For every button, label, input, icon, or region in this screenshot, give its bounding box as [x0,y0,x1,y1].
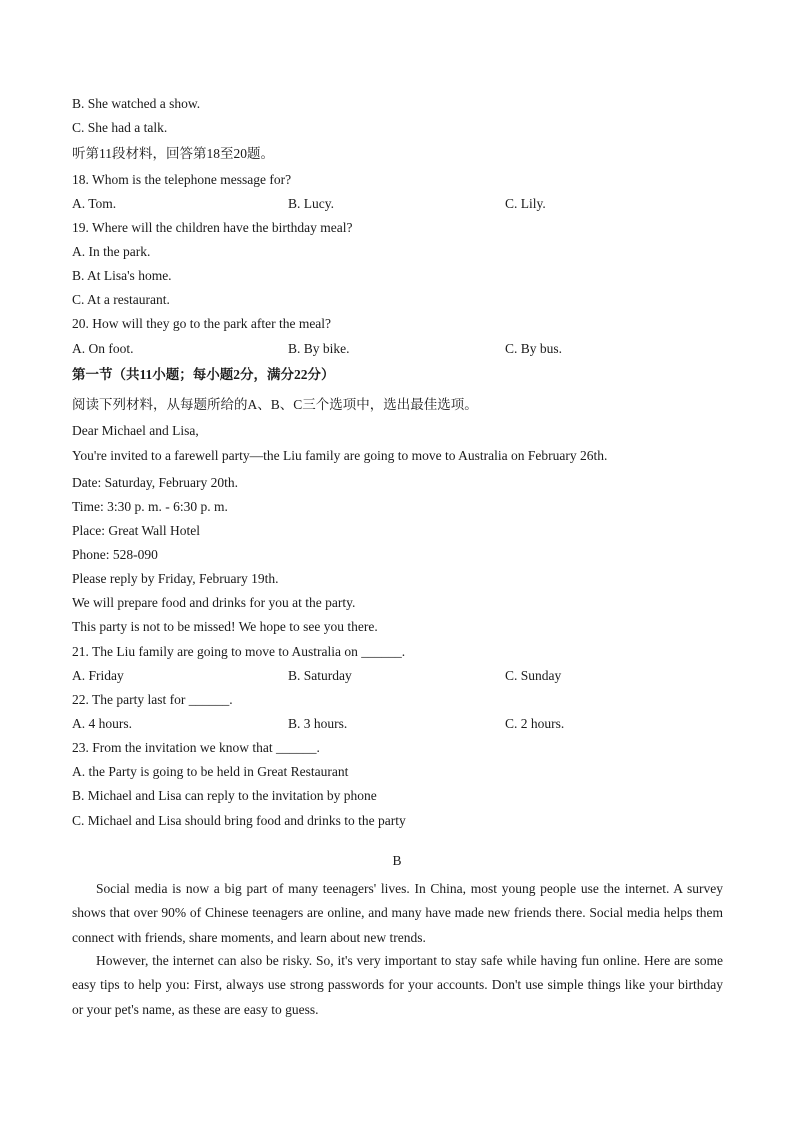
option-18c: C. Lily. [505,196,546,211]
option-23c: C. Michael and Lisa should bring food and drinks to the party [72,813,406,828]
option-20a: A. On foot. [72,341,134,356]
passage-paragraph-2: However, the internet can also be risky. So, it's very important to stay safe while having fun online. Here are some easy tips to help you: First, always use strong passwords for your accounts. Don't use simple things like your birthday or your pet's name, as these are easy to guess. [72,953,723,1017]
option-19a: A. In the park. [72,244,151,259]
letter-greeting: Dear Michael and Lisa, [72,423,199,438]
reading-instruction: 阅读下列材料，从每题所给的A、B、C三个选项中，选出最佳选项。 [72,397,478,412]
option-20c: C. By bus. [505,341,563,356]
letter-date: Date: Saturday, February 20th. [72,475,238,490]
option-23a: A. the Party is going to be held in Great Restaurant [72,764,349,779]
option-18b: B. Lucy. [288,196,334,211]
option-19c: C. At a restaurant. [72,292,170,307]
letter-reply: Please reply by Friday, February 19th. [72,571,279,586]
letter-closing: This party is not to be missed! We hope to see you there. [72,619,378,634]
passage-b-heading: B [392,853,402,868]
question-19: 19. Where will the children have the birthday meal? [72,220,353,235]
option-21a: A. Friday [72,668,124,683]
letter-invite: You're invited to a farewell party—the Liu family are going to move to Australia on February 26th. [72,448,608,463]
listening-instruction: 听第11段材料，回答第18至20题。 [72,146,274,161]
letter-place: Place: Great Wall Hotel [72,523,200,538]
question-21: 21. The Liu family are going to move to Australia on ______. [72,644,406,659]
question-20: 20. How will they go to the park after the meal? [72,316,332,331]
option-22b: B. 3 hours. [288,716,348,731]
option-20b: B. By bike. [288,341,350,356]
option-18a: A. Tom. [72,196,117,211]
question-18: 18. Whom is the telephone message for? [72,172,292,187]
option-21b: B. Saturday [288,668,352,683]
question-22: 22. The party last for ______. [72,692,233,707]
option-22c: C. 2 hours. [505,716,565,731]
option-23b: B. Michael and Lisa can reply to the invitation by phone [72,788,377,803]
option-17b: B. She watched a show. [72,96,201,111]
option-22a: A. 4 hours. [72,716,132,731]
letter-food: We will prepare food and drinks for you at the party. [72,595,356,610]
option-17c: C. She had a talk. [72,120,168,135]
section-heading: 第一节（共11小题；每小题2分，满分22分） [72,367,335,382]
option-19b: B. At Lisa's home. [72,268,172,283]
option-21c: C. Sunday [505,668,562,683]
question-23: 23. From the invitation we know that ______. [72,740,320,755]
letter-time: Time: 3:30 p. m. - 6:30 p. m. [72,499,228,514]
letter-phone: Phone: 528-090 [72,547,158,562]
passage-paragraph-1: Social media is now a big part of many teenagers' lives. In China, most young people use the internet. A survey shows that over 90% of Chinese teenagers are online, and many have made new friends there. Social media helps them connect with friends, share moments, and learn about new trends. [72,881,723,945]
